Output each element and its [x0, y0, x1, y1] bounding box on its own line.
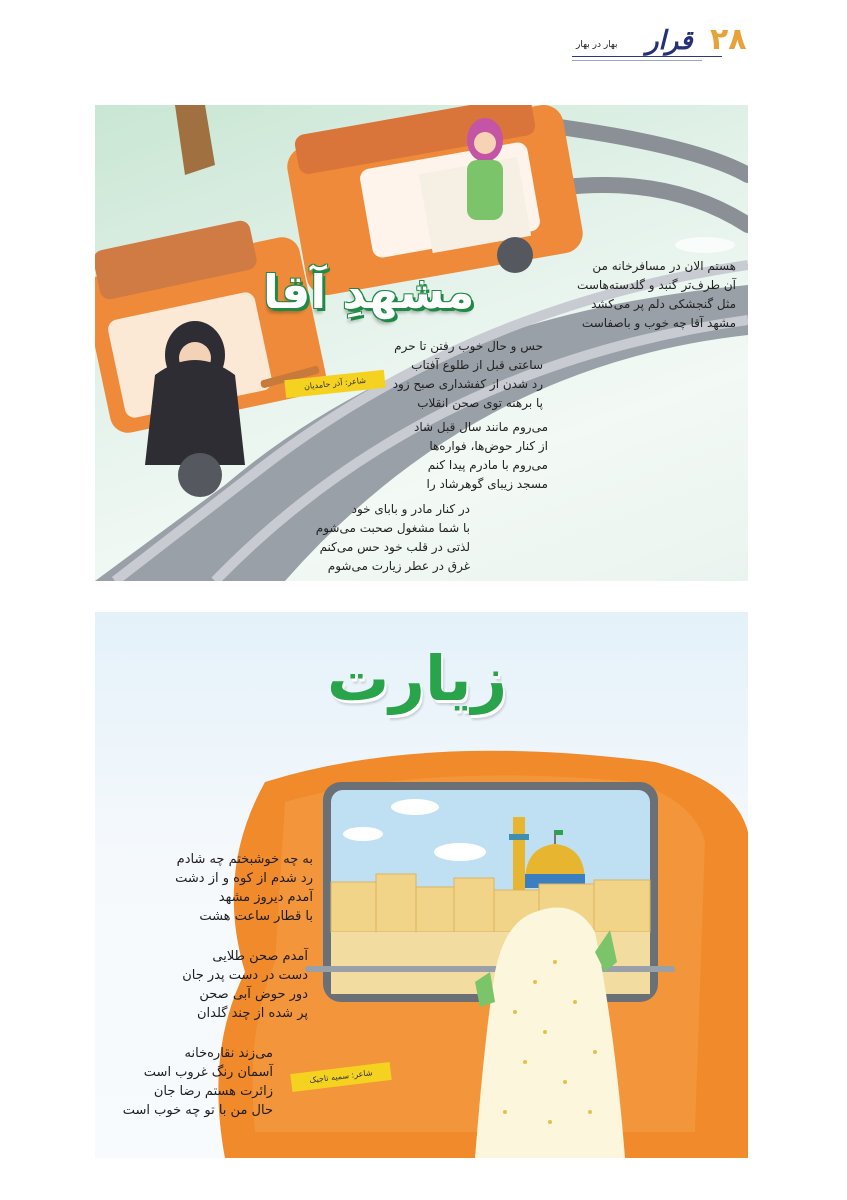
header-rule-secondary — [572, 60, 702, 61]
window-rail — [305, 966, 675, 972]
verse-line: حال من با تو چه خوب است — [122, 1103, 273, 1118]
verse-line: پا برهنه توی صحن انقلاب — [417, 396, 543, 410]
verse-line: آن طرف‌تر گنبد و گلدسته‌هاست — [577, 278, 736, 292]
verse-line: رد شدم از کوه و از دشت — [175, 871, 313, 886]
page-header — [560, 22, 780, 66]
stanza — [182, 947, 308, 1023]
page-number: ۲۸ — [710, 22, 747, 57]
verse-line: با قطار ساعت هشت — [199, 909, 313, 924]
verse-line: لذتی در قلب خود حس می‌کنم — [319, 540, 470, 554]
stanza — [316, 500, 470, 576]
verse-line: پر شده از چند گلدان — [197, 1006, 308, 1021]
minaret — [513, 817, 525, 897]
verse-line: مثل گنجشکی دلم پر می‌کشد — [591, 297, 736, 311]
verse-line: می‌روم با مادرم پیدا کنم — [427, 458, 548, 472]
verse-line: از کنار حوض‌ها، فواره‌ها — [429, 439, 548, 453]
verse-line: در کنار مادر و بابای خود — [351, 502, 470, 516]
poem-panel-ziyarat — [95, 612, 748, 1158]
tree-trunk — [175, 105, 215, 175]
verse-line: ساعتی قبل از طلوع آفتاب — [411, 358, 543, 372]
cloud — [391, 799, 439, 815]
poem-title: زیارت — [327, 642, 508, 715]
train-wheel — [497, 237, 533, 273]
poet-credit: شاعر: سمیه تاجیک — [290, 1062, 391, 1092]
poet-credit: شاعر: آذر حامدیان — [284, 370, 385, 398]
verse-line: هستم الان در مسافرخانه من — [592, 259, 736, 273]
verse-line: مسجد زیبای گوهرشاد را — [426, 477, 548, 491]
stanza — [414, 418, 548, 494]
cloud — [343, 827, 383, 841]
poem-title: مشهدِ آقا — [263, 265, 475, 319]
magazine-logo: قرار — [646, 26, 693, 56]
verse-line: زائرت هستم رضا جان — [153, 1084, 273, 1099]
verse-line: رد شدن از کفشداری صبح زود — [392, 377, 543, 391]
header-rule — [572, 56, 722, 57]
train-wheel — [178, 453, 222, 497]
verse-line: می‌زند نقاره‌خانه — [184, 1046, 273, 1061]
stanza — [393, 337, 543, 413]
verse-line: به چه خوشبختم چه شادم — [176, 852, 313, 867]
verse-line: دور حوض آبی صحن — [199, 987, 308, 1002]
verse-line: مشهد آقا چه خوب و باصفاست — [581, 316, 736, 330]
stanza — [123, 1044, 273, 1120]
verse-line: حس و حال خوب رفتن تا حرم — [394, 339, 543, 353]
girl-figure-top — [467, 118, 503, 220]
stanza — [175, 850, 313, 926]
verse-line: با شما مشغول صحبت می‌شوم — [315, 521, 470, 535]
section-label: بهار در بهار — [576, 40, 618, 50]
verse-line: آسمان رنگ غروب است — [143, 1065, 273, 1080]
city-buildings — [331, 874, 650, 932]
poem-panel-mashhad — [95, 105, 748, 581]
verse-line: می‌روم مانند سال قبل شاد — [414, 420, 548, 434]
verse-line: آمدم صحن طلایی — [212, 949, 308, 964]
verse-line: آمدم دیروز مشهد — [218, 890, 313, 905]
verse-line: دست در دست پدر جان — [182, 968, 308, 983]
stanza — [577, 257, 736, 333]
verse-line: غرق در عطر زیارت می‌شوم — [327, 559, 470, 573]
cloud — [434, 843, 486, 861]
